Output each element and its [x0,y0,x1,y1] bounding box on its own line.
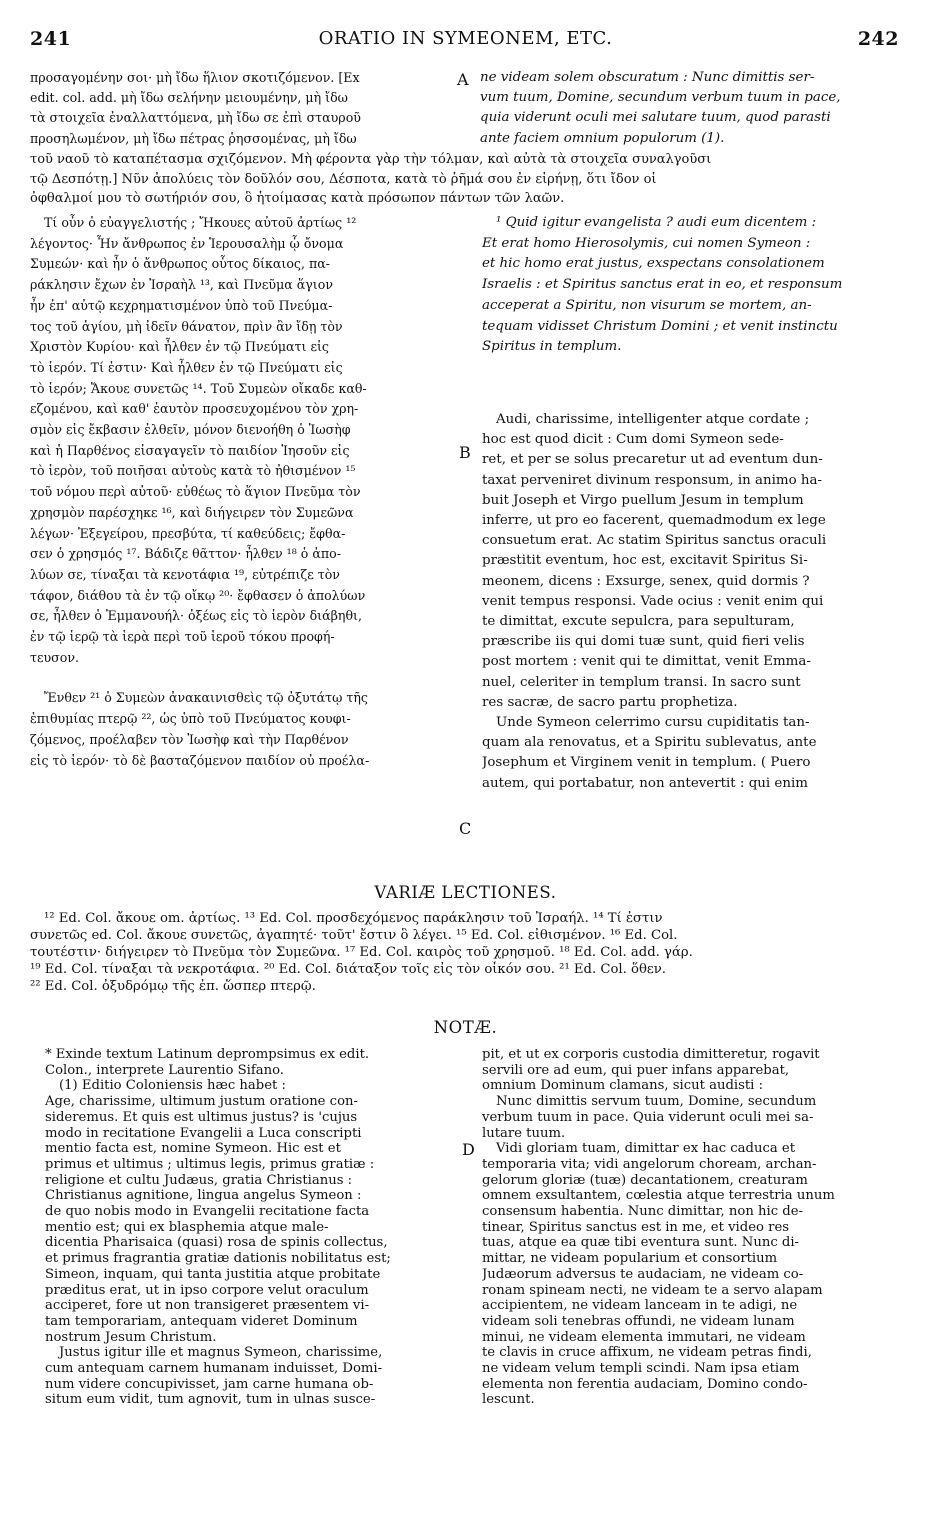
note-line: Nunc dimittis servum tuum, Domine, secundum [496,1094,817,1110]
page-number-left: 241 [30,28,72,50]
latin-line: res sacræ, de sacro partu prophetiza. [482,694,738,710]
greek-line: edit. col. add. μὴ ἴδω σελήνην μειουμένην, μὴ ἴδω [30,90,348,106]
latin-line: nuel, celeriter in templum transi. In sacro sunt [482,674,801,690]
latin-line: Et erat homo Hierosolymis, cui nomen Symeon : [482,235,811,251]
note-line: Judæorum adversus te audaciam, ne videam co- [482,1266,804,1282]
greek-line: τοῦ ναοῦ τὸ καταπέτασμα σχιζόμενον. Μὴ φέροντα γὰρ τὴν τόλμαν, καὶ αὐτὰ τὰ στοιχεῖα συναλγοῦσι [30,152,712,167]
latin-line: Josephum et Virginem venit in templum. ( Puero [482,755,811,771]
latin-line: præstitit eventum, hoc est, excitavit Spiritus Si- [482,553,808,569]
note-line: tuas, atque ea quæ tibi eventura sunt. Nunc di- [482,1235,800,1251]
note-line: accipientem, ne videam lanceam in te adigi, ne [482,1298,798,1314]
latin-line: buit Joseph et Virgo puellum Jesum in templum [482,492,804,508]
greek-line: λύων σε, τίναξαι τὰ κενοτάφια ¹⁹, εὐτρέπιζε τὸν [30,566,340,582]
greek-line: τῷ Δεσπότῃ.] Νῦν ἀπολύεις τὸν δοῦλόν σου, Δέσποτα, κατὰ τὸ ῥῆμά σου ἐν εἰρήνῃ, ὅτι ἴδον οἱ [30,171,657,187]
greek-line: Ἔνθεν ²¹ ὁ Συμεὼν ἀνακαινισθεὶς τῷ ὀξυτάτῳ τῆς [44,690,368,706]
greek-line: ἐπιθυμίας πτερῷ ²², ὡς ὑπὸ τοῦ Πνεύματος κουφι- [30,711,351,727]
note-line: temporaria vita; vidi angelorum choream, archan- [482,1156,817,1172]
greek-line: λέγων· Ἐξεγείρου, πρεσβύτα, τί καθεύδεις; ἔφθα- [30,525,346,541]
greek-line: ἦν ἐπ' αὐτῷ κεχρηματισμένον ὑπὸ τοῦ Πνεύμα- [30,297,333,313]
note-line: omnium Dominum clamans, sicut audisti : [482,1078,764,1094]
note-line: servili ore ad eum, qui puer infans apparebat, [482,1062,790,1078]
margin-letter-a: A [457,70,469,89]
margin-letter-b: B [459,443,471,462]
notes-right-column [482,1047,902,1408]
latin-line: Israelis : et Spiritus sanctus erat in eo, et responsum [482,277,843,293]
latin-line: et hic homo erat justus, exspectans consolationem [482,256,825,272]
greek-line: τευσον. [30,649,79,665]
latin-line: inferre, ut pro eo facerent, quemadmodum ex lege [482,513,826,529]
note-line: præditus erat, ut in ipso corpore velut oraculum [45,1282,369,1298]
latin-line: Unde Symeon celerrimo cursu cupiditatis tan- [496,715,810,731]
variant-line: τουτέστιν· διήγειρεν τὸ Πνεῦμα τὸν Συμεῶνα. ¹⁷ Ed. Col. καιρὸς τοῦ χρησμοῦ. ¹⁸ Ed. Col. add. γάρ. [30,945,693,960]
variant-line: ²² Ed. Col. ὀξυδρόμῳ τῆς ἐπ. ὥσπερ πτερῷ. [30,979,316,994]
note-line: num videre concupivisset, jam carne humana ob- [45,1376,374,1392]
latin-line: Spiritus in templum. [482,339,622,355]
greek-line: τὸ ἱερόν; Ἄκουε συνετῶς ¹⁴. Τοῦ Συμεὼν οἴκαδε καθ- [30,380,367,396]
variant-line: ¹⁹ Ed. Col. τίναξαι τὰ νεκροτάφια. ²⁰ Ed. Col. διάταξον τοῖς εἰς τὸν οἶκόν σου. ²¹ Ed. Col. ὅθεν. [30,962,666,977]
greek-line: τοῦ νόμου περὶ αὐτοῦ· εὐθέως τὸ ἅγιον Πνεῦμα τὸν [30,484,361,500]
greek-line: ράκλησιν ἔχων ἐν Ἰσραὴλ ¹³, καὶ Πνεῦμα ἅγιον [30,277,333,293]
greek-line: τὸ ἱερὸν, τοῦ ποιῆσαι αὐτοὺς κατὰ τὸ ἠθισμένον ¹⁵ [30,463,356,479]
note-line: mentio facta est, nomine Symeon. Hic est et [45,1141,341,1157]
notes-left-column [45,1047,465,1408]
notae-heading: NOTÆ. [433,1018,498,1037]
latin-line: autem, qui portabatur, non antevertit : qui enim [482,775,808,791]
note-line: tam temporariam, antequam videret Dominum [45,1313,358,1329]
note-line: dicentia Pharisaica (quasi) rosa de spinis collectus, [45,1235,388,1251]
variant-line: ¹² Ed. Col. ἄκουε om. ἀρτίως. ¹³ Ed. Col. προσδεχόμενος παράκλησιν τοῦ Ἰσραήλ. ¹⁴ Τί ἐστιν [44,911,663,926]
page-number-right: 242 [857,28,899,50]
note-line: videam soli tenebras offundi, ne videam lunam [482,1313,795,1329]
note-line: acciperet, fore ut non transigeret præsentem vi- [45,1298,370,1314]
latin-line: quam ala renovatus, et a Spiritu sublevatus, ante [482,735,817,751]
note-line: Colon., interprete Laurentio Sifano. [45,1062,284,1078]
greek-line: σμὸν εἰς ἔκβασιν ἐλθεῖν, μόνον διενοήθη ὁ Ἰωσὴφ [30,422,351,438]
greek-line: λέγοντος· Ἦν ἄνθρωπος ἐν Ἱερουσαλὴμ ᾧ ὄνομα [30,235,344,251]
latin-line: ne videam solem obscuratum : Nunc dimittis ser- [480,70,815,85]
note-line: tinear, Spiritus sanctus est in me, et video res [482,1219,790,1235]
greek-line: σεν ὁ χρησμός ¹⁷. Βάδιζε θᾶττον· ἦλθεν ¹⁸ ὁ ἀπο- [30,546,341,562]
note-line: Simeon, inquam, qui tanta justitia atque probitate [45,1266,381,1282]
note-line: ronam spineam necti, ne videam te a servo alapam [482,1282,823,1298]
note-line: mittar, ne videam popularium et consortium [482,1251,778,1267]
greek-line: τὸ ἱερόν. Τί ἐστιν· Καὶ ἦλθεν ἐν τῷ Πνεύματι εἰς [30,359,343,375]
latin-line: ante faciem omnium populorum (1). [480,130,725,146]
greek-line: χρησμὸν παρέσχηκε ¹⁶, καὶ διήγειρεν τὸν Συμεῶνα [30,504,354,520]
note-line: elementa non ferentia audaciam, Domino condo- [482,1376,808,1392]
note-line: lutare tuum. [482,1125,566,1141]
note-line: gelorum gloriæ (tuæ) decantationem, creaturam [482,1172,808,1188]
greek-line: προσαγομένην σοι· μὴ ἴδω ἥλιον σκοτιζόμενον. [Ex [30,70,360,85]
note-line: (1) Editio Coloniensis hæc habet : [59,1078,286,1094]
note-line: omnem exsultantem, cœlestia atque terrestria unum [482,1188,835,1204]
greek-line: εζομένου, καὶ καθ' ἑαυτὸν προσευχομένου τὸν χρη- [30,401,359,417]
greek-line: Συμεών· καὶ ἦν ὁ ἄνθρωπος οὗτος δίκαιος, πα- [30,256,330,272]
latin-line: tequam vidisset Christum Domini ; et venit instinctu [482,318,838,334]
running-title: ORATIO IN SYMEONEM, ETC. [318,28,613,49]
note-line: sideremus. Et quis est ultimus justus? is 'cujus [45,1109,358,1125]
latin-line: consuetum erat. Ac statim Spiritus sanctus oraculi [482,533,827,549]
greek-line: Χριστὸν Κυρίου· καὶ ἦλθεν ἐν τῷ Πνεύματι εἰς [30,339,329,355]
greek-line: τος τοῦ ἁγίου, μὴ ἰδεῖν θάνατον, πρὶν ἂν ἴδῃ τὸν [30,318,343,334]
variae-lectiones-heading: VARIÆ LECTIONES. [374,883,557,902]
latin-line: post mortem : venit qui te dimittat, venit Emma- [482,654,811,670]
latin-line: te dimittat, excute sepulcra, para sepulturam, [482,614,795,630]
latin-line: meonem, dicens : Exsurge, senex, quid dormis ? [482,573,810,589]
note-line: verbum tuum in pace. Quia viderunt oculi mei sa- [482,1109,814,1125]
note-line: ne videam velum templi scindi. Nam ipsa etiam [482,1361,800,1377]
greek-main-column [30,213,468,771]
greek-line: εἰς τὸ ἱερόν· τὸ δὲ βασταζόμενον παιδίον οὐ προέλα- [30,752,370,768]
latin-line: Audi, charissime, intelligenter atque cordate ; [496,412,810,427]
greek-line: τάφον, διάθου τὰ ἐν τῷ οἴκῳ ²⁰· ἔφθασεν ὁ ἀπολύων [30,587,366,603]
greek-line: προσηλωμένον, μὴ ἴδω πέτρας ῥησσομένας, μὴ ἴδω [30,130,357,146]
note-line: religione et cultu Judæus, gratia Christianus : [45,1172,353,1188]
variant-line: συνετῶς ed. Col. ἄκουε συνετῶς, ἀγαπητέ· τοῦτ' ἔστιν ὃ λέγει. ¹⁵ Ed. Col. εἰθισμένον. ¹⁶ Ed. Col. [30,928,678,943]
note-line: Vidi gloriam tuam, dimittar ex hac caduca et [496,1141,796,1157]
margin-letter-d: D [462,1140,475,1159]
latin-line: quia viderunt oculi mei salutare tuum, quod parasti [480,110,831,126]
note-line: Christianus agnitione, lingua angelus Symeon : [45,1188,362,1204]
latin-line: hoc est quod dicit : Cum domi Symeon sede- [482,432,784,448]
latin-line: acceperat a Spiritu, non visurum se mortem, an- [482,297,812,313]
greek-line: καὶ ἡ Παρθένος εἰσαγαγεῖν τὸ παιδίον Ἰησοῦν εἰς [30,442,350,458]
note-line: consensum habentia. Nunc dimittar, non hic de- [482,1204,803,1220]
greek-line: ζόμενος, προέλαβεν τὸν Ἰωσὴφ καὶ τὴν Παρθένον [30,731,349,747]
latin-line: præscribe iis qui domi tuæ sunt, quid fieri velis [482,634,805,650]
latin-line: taxat perveniret divinum responsum, in animo ha- [482,472,823,488]
latin-line: venit tempus responsi. Vade ocius : venit enim qui [482,593,824,609]
greek-line: ἐν τῷ ἱερῷ τὰ ἱερὰ περὶ τοῦ ἱεροῦ τόκου προφή- [30,629,335,645]
note-line: mentio est; qui ex blasphemia atque male- [45,1219,329,1235]
greek-line: σε, ἦλθεν ὁ Ἐμμανουήλ· ὀξέως εἰς τὸ ἱερὸν διάβηθι, [30,608,362,624]
variae-lectiones-list [30,910,902,995]
note-line: * Exinde textum Latinum deprompsimus ex edit. [45,1047,370,1062]
margin-letter-c: C [459,819,472,838]
greek-line: ὀφθαλμοί μου τὸ σωτήριόν σου, ὃ ἡτοίμασας κατὰ πρόσωπον πάντων τῶν λαῶν. [30,191,565,207]
greek-line [30,668,468,688]
latin-quote-column [482,213,902,358]
note-line: nostrum Jesum Christum. [45,1329,217,1345]
greek-line: τὰ στοιχεῖα ἐναλλαττόμενα, μὴ ἴδω σε ἐπὶ σταυροῦ [30,110,361,126]
note-line: cum antequam carnem humanam induisset, Domi- [45,1361,383,1377]
note-line: te clavis in cruce affixum, ne videam petras findi, [482,1345,812,1361]
note-line: de quo nobis modo in Evangelii recitatione facta [45,1204,370,1220]
full-width-greek-block [30,150,902,209]
note-line: minui, ne videam elementa immutari, ne videam [482,1329,806,1345]
latin-main-column [482,410,902,794]
top-latin-column [480,68,900,149]
latin-line: vum tuum, Domine, secundum verbum tuum in pace, [480,90,841,106]
note-line: modo in recitatione Evangelii a Luca conscripti [45,1125,362,1141]
latin-line: ¹ Quid igitur evangelista ? audi eum dicentem : [496,215,817,230]
note-line: lescunt. [482,1392,535,1408]
top-greek-column [30,68,455,149]
note-line: Age, charissime, ultimum justum oratione con- [45,1094,358,1110]
note-line: situm eum vidit, tum agnovit, tum in ulnas susce- [45,1392,376,1408]
note-line: et primus fragrantia gratiæ dationis nobilitatus est; [45,1251,391,1267]
greek-line: Τί οὖν ὁ εὐαγγελιστής ; Ἤκουες αὐτοῦ ἀρτίως ¹² [44,215,357,230]
latin-line: ret, et per se solus precaretur ut ad eventum dun- [482,452,823,468]
note-line: pit, et ut ex corporis custodia dimitteretur, rogavit [482,1047,820,1062]
note-line: Justus igitur ille et magnus Symeon, charissime, [59,1345,383,1361]
note-line: primus et ultimus ; ultimus legis, primus gratiæ : [45,1156,375,1172]
